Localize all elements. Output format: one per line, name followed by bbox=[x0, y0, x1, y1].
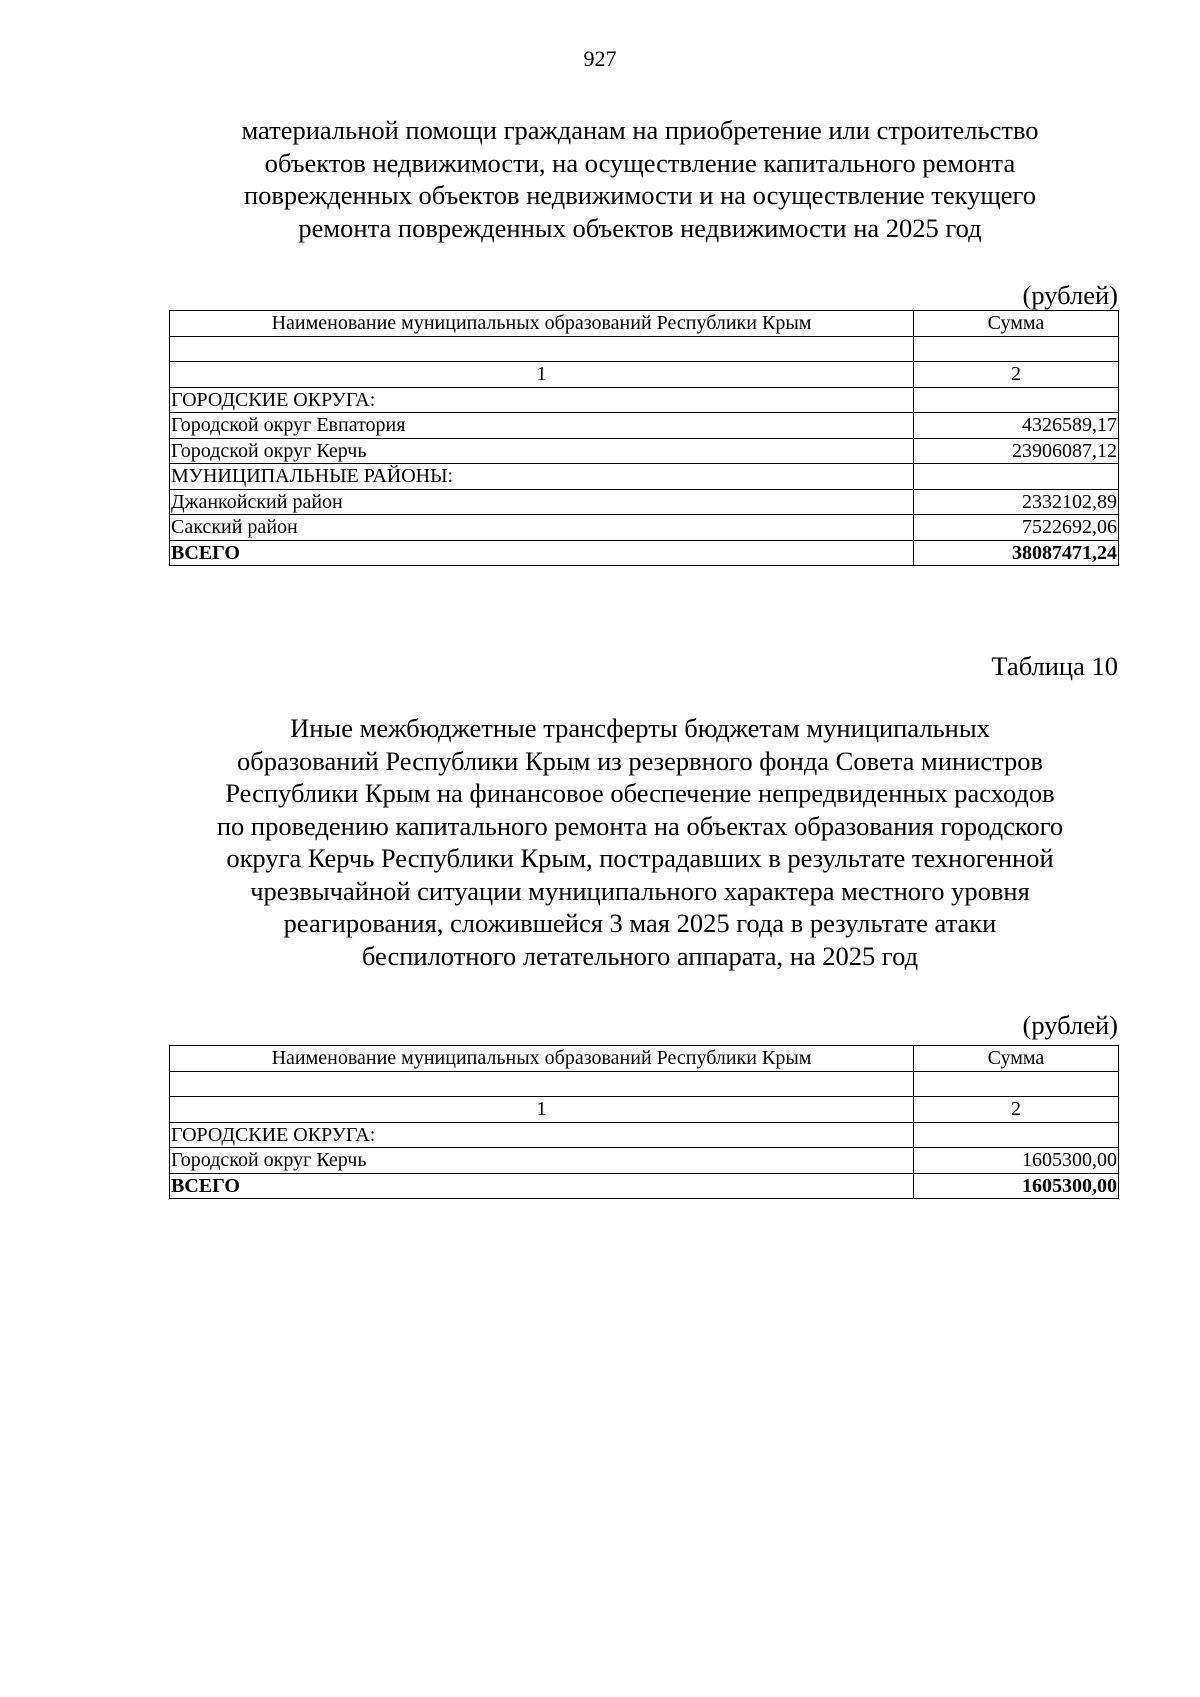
heading-line: реагирования, сложившейся 3 мая 2025 года в результате атаки bbox=[283, 908, 997, 938]
table-row bbox=[170, 438, 1119, 464]
section2-heading bbox=[170, 712, 1110, 972]
heading-line: ремонта поврежденных объектов недвижимости на 2025 год bbox=[298, 212, 982, 243]
section1-unit: (рублей) bbox=[1022, 280, 1118, 310]
row-sum-cell bbox=[914, 464, 1119, 490]
header-sum-cell: Сумма bbox=[914, 311, 1119, 337]
table-row bbox=[170, 413, 1119, 439]
row-name-cell: Городской округ Керчь bbox=[170, 438, 914, 464]
gap-cell bbox=[170, 1071, 914, 1097]
row-sum-cell: 4326589,17 bbox=[914, 413, 1119, 439]
heading-line: по проведению капитального ремонта на объектах образования городского bbox=[216, 810, 1064, 841]
total-name-cell: ВСЕГО bbox=[170, 1173, 914, 1199]
row-name-cell: Городской округ Керчь bbox=[170, 1148, 914, 1174]
row-name-cell: Сакский район bbox=[170, 515, 914, 541]
row-name-cell: Городской округ Евпатория bbox=[170, 413, 914, 439]
table-total-row bbox=[170, 1173, 1119, 1199]
heading-line: объектов недвижимости, на осуществление капитального ремонта bbox=[264, 147, 1016, 178]
section1-heading bbox=[170, 114, 1110, 244]
column-number-cell: 2 bbox=[914, 362, 1119, 388]
row-sum-cell bbox=[914, 1122, 1119, 1148]
table-row bbox=[170, 387, 1119, 413]
table-gap-row bbox=[170, 336, 1119, 362]
row-name-cell: ГОРОДСКИЕ ОКРУГА: bbox=[170, 1122, 914, 1148]
column-number-row bbox=[170, 1097, 1119, 1123]
column-number-cell: 1 bbox=[170, 362, 914, 388]
heading-line: Иные межбюджетные трансферты бюджетам муниципальных bbox=[290, 713, 990, 743]
column-number-cell: 2 bbox=[914, 1097, 1119, 1123]
heading-line: поврежденных объектов недвижимости и на осуществление текущего bbox=[243, 180, 1037, 210]
column-number-cell: 1 bbox=[170, 1097, 914, 1123]
row-name-cell: Джанкойский район bbox=[170, 489, 914, 515]
table-row bbox=[170, 1122, 1119, 1148]
total-sum-cell: 38087471,24 bbox=[914, 540, 1119, 566]
table-header-row bbox=[170, 1046, 1119, 1072]
row-sum-cell: 1605300,00 bbox=[914, 1148, 1119, 1174]
row-sum-cell: 23906087,12 bbox=[914, 438, 1119, 464]
column-number-row bbox=[170, 362, 1119, 388]
heading-line: материальной помощи гражданам на приобретение или строительство bbox=[241, 115, 1039, 145]
heading-line: округа Керчь Республики Крым, пострадавших в результате техногенной bbox=[226, 843, 1054, 873]
heading-line: чрезвычайной ситуации муниципального характера местного уровня bbox=[250, 875, 1030, 906]
row-name-cell: ГОРОДСКИЕ ОКРУГА: bbox=[170, 387, 914, 413]
table-total-row bbox=[170, 540, 1119, 566]
row-sum-cell bbox=[914, 387, 1119, 413]
table-row bbox=[170, 1148, 1119, 1174]
heading-line: образований Республики Крым из резервного фонда Совета министров bbox=[236, 745, 1043, 776]
heading-line: беспилотного летательного аппарата, на 2025 год bbox=[361, 940, 919, 971]
table-row bbox=[170, 489, 1119, 515]
table-10-label: Таблица 10 bbox=[991, 651, 1118, 681]
row-sum-cell: 7522692,06 bbox=[914, 515, 1119, 541]
header-name-cell: Наименование муниципальных образований Республики Крым bbox=[170, 1046, 914, 1072]
table-header-row bbox=[170, 311, 1119, 337]
section1-table bbox=[169, 310, 1119, 566]
page-number: 927 bbox=[583, 46, 617, 71]
table-row bbox=[170, 464, 1119, 490]
total-name-cell: ВСЕГО bbox=[170, 540, 914, 566]
table-row bbox=[170, 515, 1119, 541]
row-sum-cell: 2332102,89 bbox=[914, 489, 1119, 515]
gap-cell bbox=[914, 336, 1119, 362]
gap-cell bbox=[170, 336, 914, 362]
row-name-cell: МУНИЦИПАЛЬНЫЕ РАЙОНЫ: bbox=[170, 464, 914, 490]
heading-line: Республики Крым на финансовое обеспечение непредвиденных расходов bbox=[225, 778, 1055, 808]
gap-cell bbox=[914, 1071, 1119, 1097]
header-sum-cell: Сумма bbox=[914, 1046, 1119, 1072]
header-name-cell: Наименование муниципальных образований Республики Крым bbox=[170, 311, 914, 337]
total-sum-cell: 1605300,00 bbox=[914, 1173, 1119, 1199]
section2-unit: (рублей) bbox=[1022, 1010, 1118, 1040]
section2-table bbox=[169, 1045, 1119, 1199]
table-gap-row bbox=[170, 1071, 1119, 1097]
